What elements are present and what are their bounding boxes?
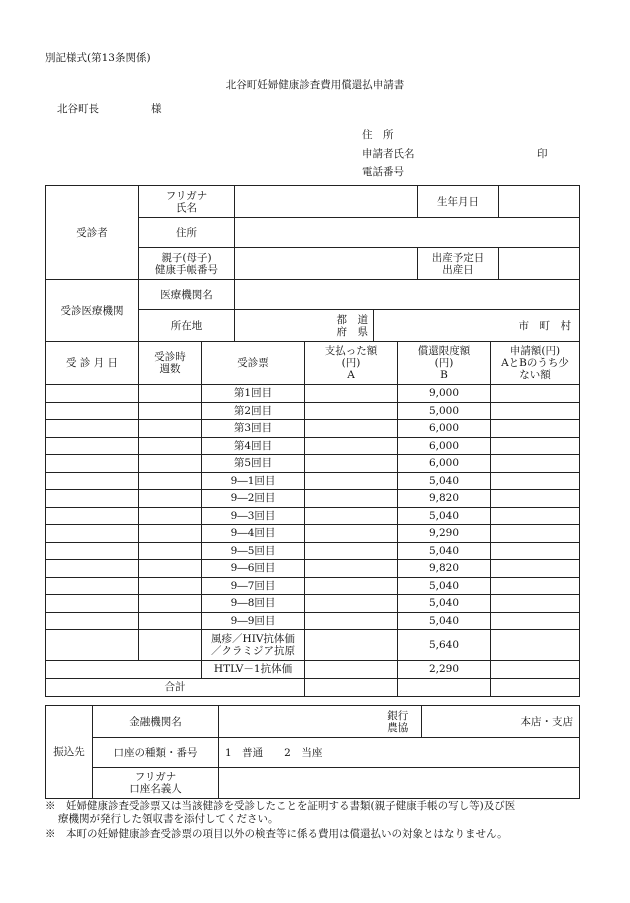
limit-value: 6,000	[398, 437, 491, 455]
paid-field[interactable]	[305, 595, 398, 613]
weeks-field[interactable]	[139, 490, 202, 508]
ticket-label: 第4回目	[202, 437, 305, 455]
branch-cell: 本店・支店	[422, 706, 580, 738]
limit-value: 5,640	[398, 630, 491, 661]
paid-field[interactable]	[305, 455, 398, 473]
paid-field[interactable]	[305, 612, 398, 630]
table-row	[46, 507, 580, 525]
table-row	[46, 455, 580, 473]
paid-field[interactable]	[305, 560, 398, 578]
claim-field[interactable]	[491, 437, 580, 455]
weeks-field[interactable]	[139, 385, 202, 403]
name-field[interactable]	[235, 186, 418, 218]
facility-section-label: 受診医療機関	[46, 280, 139, 342]
ticket-label: 第5回目	[202, 455, 305, 473]
weeks-field[interactable]	[139, 577, 202, 595]
addressee: 北谷町長	[57, 103, 99, 115]
date-field[interactable]	[46, 630, 139, 661]
claim-field[interactable]	[491, 420, 580, 438]
ticket-label: 9―1回目	[202, 472, 305, 490]
limit-value: 5,040	[398, 542, 491, 560]
paid-field[interactable]	[305, 507, 398, 525]
applicant-name-label: 申請者氏名	[362, 148, 415, 160]
table-row	[46, 542, 580, 560]
paid-field[interactable]	[305, 402, 398, 420]
phone-label: 電話番号	[362, 166, 404, 178]
limit-value: 9,820	[398, 560, 491, 578]
col-header-ticket: 受診票	[202, 342, 305, 385]
limit-value: 9,820	[398, 490, 491, 508]
account-type-field[interactable]: 1 普通 2 当座	[219, 738, 580, 768]
paid-field[interactable]	[305, 420, 398, 438]
ticket-label: 9―6回目	[202, 560, 305, 578]
bank-type-cell: 銀行 農協	[375, 706, 422, 738]
date-field[interactable]	[46, 560, 139, 578]
claim-field[interactable]	[491, 560, 580, 578]
col-header-date: 受 診 月 日	[46, 342, 139, 385]
address-label-cell: 住所	[139, 218, 235, 248]
limit-value: 6,000	[398, 420, 491, 438]
col-header-claim: 申請額(円) AとBのうち少 ない額	[491, 342, 580, 385]
weeks-field[interactable]	[139, 420, 202, 438]
date-field[interactable]	[46, 525, 139, 543]
claim-field[interactable]	[491, 577, 580, 595]
limit-value: 5,040	[398, 577, 491, 595]
date-field[interactable]	[46, 595, 139, 613]
claim-field[interactable]	[491, 490, 580, 508]
holder-label-cell: フリガナ 口座名義人	[93, 768, 219, 799]
claim-field[interactable]	[491, 455, 580, 473]
weeks-field[interactable]	[139, 525, 202, 543]
address-field[interactable]	[235, 218, 580, 248]
note-2: ※ 本町の妊婦健康診査受診票の項目以外の検査等に係る費用は償還払いの対象とはなりません。	[45, 828, 508, 840]
weeks-field[interactable]	[139, 402, 202, 420]
date-field[interactable]	[46, 437, 139, 455]
ticket-label: 風疹／HIV抗体価 ／クラミジア抗原	[202, 630, 305, 661]
weeks-field[interactable]	[139, 437, 202, 455]
holder-field[interactable]	[219, 768, 580, 799]
name-label-cell: フリガナ 氏名	[139, 186, 235, 218]
limit-value: 5,040	[398, 612, 491, 630]
paid-field[interactable]	[305, 437, 398, 455]
ticket-label: HTLV－1抗体価	[202, 661, 305, 679]
table-row-total	[46, 678, 580, 696]
weeks-field[interactable]	[139, 507, 202, 525]
table-row	[46, 437, 580, 455]
col-header-weeks: 受診時 週数	[139, 342, 202, 385]
limit-value: 9,290	[398, 525, 491, 543]
ticket-label: 9―2回目	[202, 490, 305, 508]
weeks-field[interactable]	[139, 630, 202, 661]
ticket-label: 第3回目	[202, 420, 305, 438]
mch-label-cell: 親子(母子) 健康手帳番号	[139, 248, 235, 280]
table-row-special	[46, 630, 580, 661]
table-row	[46, 490, 580, 508]
ticket-label: 第1回目	[202, 385, 305, 403]
weeks-field[interactable]	[139, 472, 202, 490]
table-row	[46, 402, 580, 420]
total-label: 合計	[46, 678, 305, 696]
ticket-label: 9―7回目	[202, 577, 305, 595]
weeks-field[interactable]	[139, 612, 202, 630]
table-row	[46, 595, 580, 613]
document-title: 北谷町妊婦健康診査費用償還払申請書	[225, 79, 405, 91]
table-row	[46, 472, 580, 490]
limit-value: 2,290	[398, 661, 491, 679]
limit-value: 5,040	[398, 472, 491, 490]
paid-field[interactable]	[305, 577, 398, 595]
limit-value: 5,000	[398, 402, 491, 420]
ticket-label: 9―8回目	[202, 595, 305, 613]
honorific: 様	[151, 103, 162, 115]
due-label-cell: 出産予定日 出産日	[418, 248, 499, 280]
form-reference: 別記様式(第13条関係)	[45, 52, 151, 64]
table-row	[46, 420, 580, 438]
ticket-label: 9―9回目	[202, 612, 305, 630]
ticket-label: 第2回目	[202, 402, 305, 420]
facility-name-field[interactable]	[235, 280, 580, 310]
claim-field[interactable]	[491, 595, 580, 613]
mch-number-field[interactable]	[235, 248, 418, 280]
seal-mark: 印	[537, 148, 548, 160]
date-field[interactable]	[46, 472, 139, 490]
ticket-label: 9―4回目	[202, 525, 305, 543]
date-field[interactable]	[46, 455, 139, 473]
table-row	[46, 577, 580, 595]
weeks-field[interactable]	[139, 595, 202, 613]
table-row	[46, 385, 580, 403]
total-limit-field	[398, 678, 491, 696]
total-paid-field[interactable]	[305, 678, 398, 696]
date-field[interactable]	[46, 490, 139, 508]
location-label: 所在地	[139, 310, 235, 342]
table-row	[46, 612, 580, 630]
facility-name-label: 医療機関名	[139, 280, 235, 310]
institution-label: 金融機関名	[93, 706, 219, 738]
date-field[interactable]	[46, 577, 139, 595]
paid-field[interactable]	[305, 661, 398, 679]
htlv-date-field[interactable]	[46, 661, 202, 679]
account-label: 口座の種類・番号	[93, 738, 219, 768]
paid-field[interactable]	[305, 385, 398, 403]
address-label: 住 所	[362, 129, 394, 141]
col-header-limit: 償還限度額 (円) B	[398, 342, 491, 385]
claim-field[interactable]	[491, 525, 580, 543]
weeks-field[interactable]	[139, 455, 202, 473]
weeks-field[interactable]	[139, 560, 202, 578]
claim-field[interactable]	[491, 385, 580, 403]
paid-field[interactable]	[305, 630, 398, 661]
bank-table	[45, 705, 580, 799]
weeks-field[interactable]	[139, 542, 202, 560]
claim-field[interactable]	[491, 542, 580, 560]
table-row	[46, 525, 580, 543]
paid-field[interactable]	[305, 472, 398, 490]
institution-field[interactable]	[219, 706, 375, 738]
date-field[interactable]	[46, 507, 139, 525]
table-row	[46, 560, 580, 578]
birth-label: 生年月日	[418, 186, 499, 218]
date-field[interactable]	[46, 402, 139, 420]
city-cell: 市 町 村	[374, 310, 580, 342]
paid-field[interactable]	[305, 525, 398, 543]
claim-field[interactable]	[491, 612, 580, 630]
claim-field[interactable]	[491, 630, 580, 661]
prefecture-cell: 都 道 府 県	[235, 310, 374, 342]
limit-value: 5,040	[398, 507, 491, 525]
paid-field[interactable]	[305, 490, 398, 508]
claim-field[interactable]	[491, 661, 580, 679]
bank-section-label: 振込先	[46, 706, 93, 799]
date-field[interactable]	[46, 542, 139, 560]
patient-table	[45, 185, 580, 342]
note-1: ※ 妊婦健康診査受診票又は当該健診を受診したことを証明する書類(親子健康手帳の写し等)及び医 療機関が発行した領収書を添付してください。	[45, 800, 516, 825]
claim-field[interactable]	[491, 472, 580, 490]
date-field[interactable]	[46, 612, 139, 630]
birth-field[interactable]	[499, 186, 580, 218]
paid-field[interactable]	[305, 542, 398, 560]
patient-section-label: 受診者	[46, 186, 139, 280]
limit-value: 6,000	[398, 455, 491, 473]
limit-value: 9,000	[398, 385, 491, 403]
table-row-htlv	[46, 661, 580, 679]
ticket-label: 9―5回目	[202, 542, 305, 560]
limit-value: 5,040	[398, 595, 491, 613]
due-date-field[interactable]	[499, 248, 580, 280]
date-field[interactable]	[46, 385, 139, 403]
date-field[interactable]	[46, 420, 139, 438]
claim-field[interactable]	[491, 507, 580, 525]
ticket-label: 9―3回目	[202, 507, 305, 525]
col-header-paid: 支払った額 (円) A	[305, 342, 398, 385]
visit-table	[45, 341, 580, 697]
claim-field[interactable]	[491, 402, 580, 420]
total-claim-field[interactable]	[491, 678, 580, 696]
